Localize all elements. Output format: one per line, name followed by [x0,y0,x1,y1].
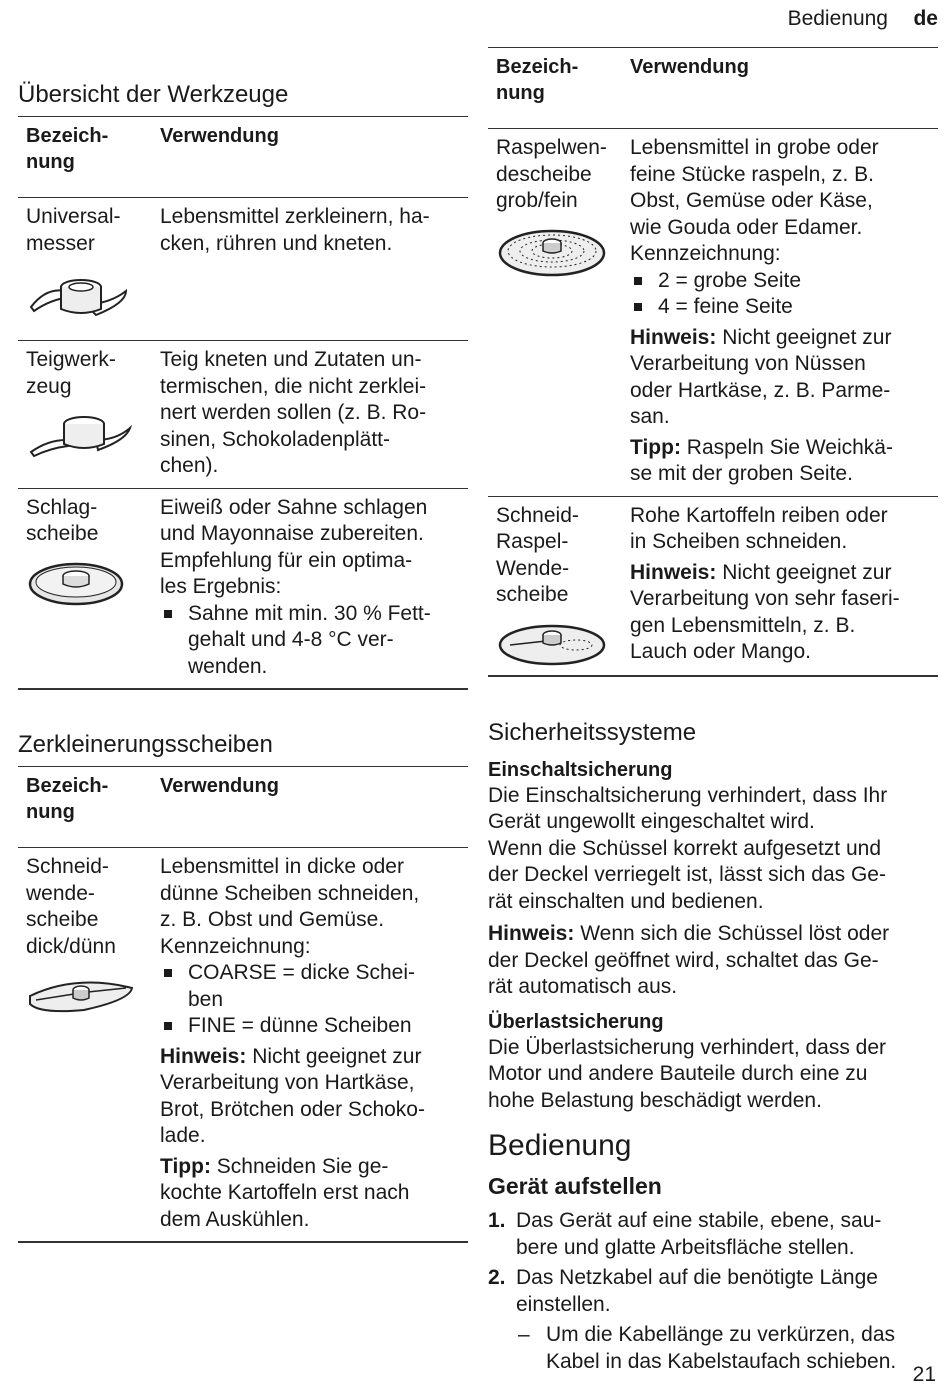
operation-heading: Bedienung [488,1129,632,1162]
note-label: Hinweis: [630,560,717,584]
tip [160,1154,460,1234]
tools-table [18,116,468,690]
table-row [488,496,938,676]
tip-label: Tipp: [160,1154,211,1178]
list-item [488,1208,938,1261]
tip [630,435,930,488]
tools-heading: Übersicht der Werkzeuge [18,81,289,108]
disc-usage: Rohe Kartoffeln reiben oder in Scheiben schneiden. [630,503,888,553]
paragraph: Die Einschaltsicherung verhindert, dass Ihr Gerät ungewollt eingeschaltet wird. [488,783,888,833]
note-text: Wenn sich die Schüssel löst oder der Deckel geöffnet wird, schaltet das Ge- rät automatisch aus. [488,922,890,998]
note [630,560,930,666]
step-text: Das Gerät auf eine stabile, ebene, sau- bere und glatte Arbeitsfläche stellen. [516,1209,882,1259]
switch-on-heading: Einschaltsicherung [488,758,673,781]
list-item: FINE = dünne Scheiben [160,1013,460,1040]
running-header-language: de [913,7,938,30]
list-item: COARSE = dicke Schei- ben [160,960,460,1013]
note-text: Nicht geeignet zur Verarbeitung von Hartkäse, Brot, Brötchen oder Schoko- lade. [160,1044,425,1147]
note-text: Nicht geeignet zur Verarbeitung von Nüssen oder Hartkäse, z. B. Parme- san. [630,325,892,428]
disc-usage: Lebensmittel in grobe oder feine Stücke raspeln, z. B. Obst, Gemüse oder Käse, wie Gouda oder Edamer. Kennzeichnung: [630,136,879,265]
dough-tool-icon [26,410,136,462]
list-item: Sahne mit min. 30 % Fett- gehalt und 4-8 °C ver- wenden. [160,601,460,681]
col-header-name: Bezeich- nung [496,56,579,104]
tool-name: Schlag- scheibe [26,495,99,545]
discs-table-continued [488,47,938,677]
left-column [18,80,468,1243]
list-item: 2 = grobe Seite [630,268,930,295]
tip-text: Raspeln Sie Weichkä- se mit der groben Seite. [630,435,893,485]
step-number: 2. [488,1266,506,1289]
step-text: Das Netzkabel auf die benötigte Länge einstellen. [516,1266,878,1316]
paragraph: Die Überlastsicherung verhindert, dass der Motor und andere Bauteile durch eine zu hohe Belastung beschädigt werden. [488,1035,887,1112]
note-label: Hinweis: [630,325,717,349]
col-header-usage: Verwendung [160,775,279,797]
note [160,1044,460,1150]
col-header-name: Bezeich- nung [26,775,109,823]
right-column [488,47,938,1375]
col-header-usage: Verwendung [160,125,279,147]
table-row [18,848,468,1243]
tool-name: Teigwerk- zeug [26,348,116,398]
overload-heading: Überlastsicherung [488,1010,664,1033]
slice-grate-disc-icon [496,619,608,667]
tip-text: Schneiden Sie ge- kochte Kartoffeln erst nach dem Auskühlen. [160,1154,410,1231]
note-label: Hinweis: [160,1044,247,1068]
list-item [488,1265,938,1318]
note [630,325,930,431]
paragraph: Wenn die Schüssel korrekt aufgesetzt und der Deckel verriegelt ist, lässt sich das Ge- rät einschalten und bedienen. [488,836,886,913]
sub-step: – Um die Kabellänge zu verkürzen, das Kabel in das Kabelstaufach schieben. [488,1322,938,1375]
page-number: 21 [912,1362,936,1386]
table-row [18,488,468,689]
setup-steps [488,1208,938,1318]
tool-name: Universal- messer [26,205,121,255]
safety-heading: Sicherheitssysteme [488,718,697,746]
tool-usage: Teig kneten und Zutaten un- termischen, die nicht zerklei- nert werden sollen (z. B. Ro- sinen, Schokoladenplätt- chen). [160,348,427,477]
table-row [18,198,468,341]
tip-label: Tipp: [630,435,681,459]
whisk-disc-icon [26,558,126,608]
setup-heading: Gerät aufstellen [488,1173,662,1199]
disc-name: Schneid- Raspel- Wende- scheibe [496,503,579,606]
running-header-section: Bedienung [787,7,888,30]
col-header-usage: Verwendung [630,56,749,78]
note-label: Hinweis: [488,922,575,945]
grating-disc-icon [496,225,608,279]
discs-heading: Zerkleinerungsscheiben [18,731,273,758]
table-row [18,341,468,489]
note [488,921,938,1001]
step-number: 1. [488,1209,506,1232]
disc-name: Schneid- wende- scheibe dick/dünn [26,855,116,958]
col-header-name: Bezeich- nung [26,125,109,173]
universal-knife-icon [26,267,136,327]
tool-usage: Eiweiß oder Sahne schlagen und Mayonnaise zubereiten. Empfehlung für ein optima- les Ergebnis: [160,495,428,598]
list-item: 4 = feine Seite [630,294,930,321]
note-text: Nicht geeignet zur Verarbeitung von sehr faseri- gen Lebensmitteln, z. B. Lauch oder Mango. [630,560,900,663]
slicing-disc-icon [26,970,136,1018]
disc-name: Raspelwen- descheibe grob/fein [496,136,607,212]
table-row [488,129,938,497]
discs-table [18,766,468,1243]
tool-usage: Lebensmittel zerkleinern, ha- cken, rühren und kneten. [160,205,430,255]
disc-usage: Lebensmittel in dicke oder dünne Scheiben schneiden, z. B. Obst und Gemüse. Kennzeichnung: [160,855,420,958]
